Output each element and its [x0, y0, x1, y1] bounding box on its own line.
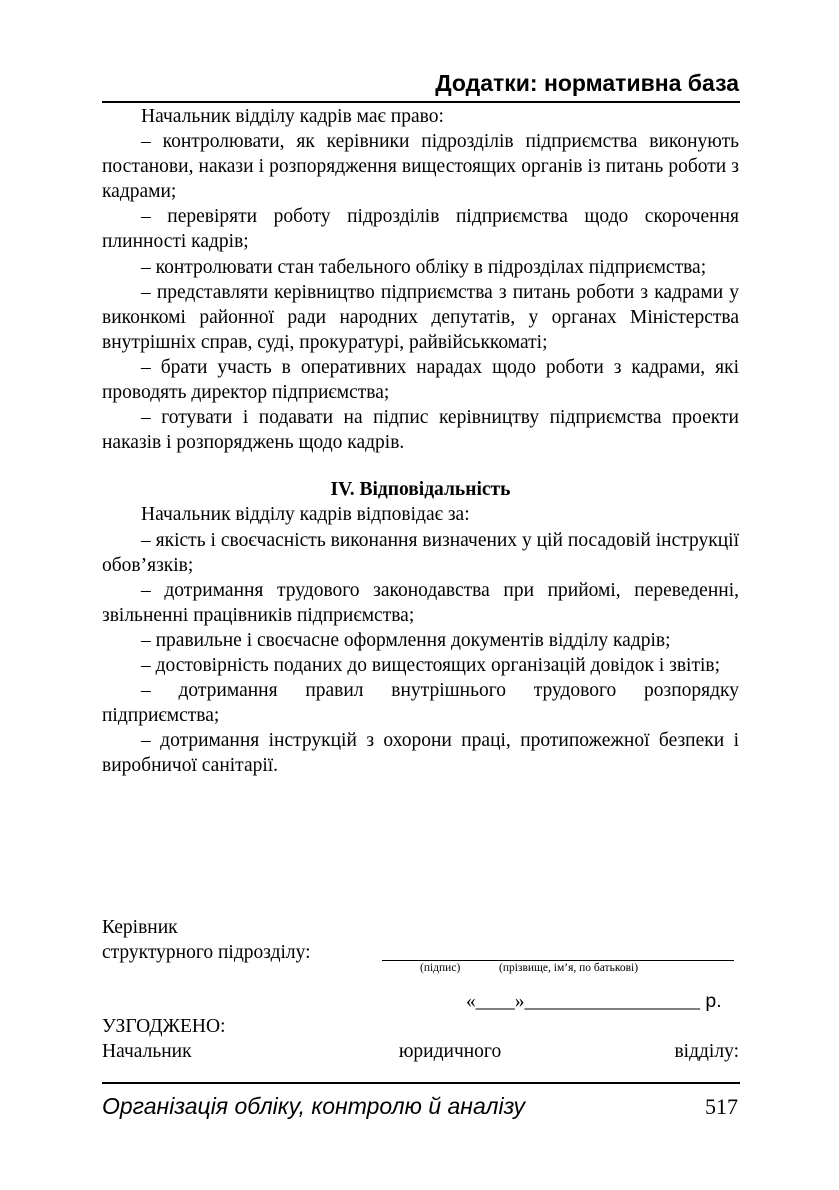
approval-word: Начальник: [102, 1041, 192, 1062]
body-text: [102, 104, 739, 778]
running-footer: Організація обліку, контролю й аналізу: [102, 1093, 526, 1119]
rights-item: – контролювати стан табельного обліку в підрозділах підприємства;: [141, 256, 707, 278]
responsibility-intro: Начальник відділу кадрів відповідає за:: [141, 504, 470, 526]
rights-item: – контролювати, як керівники підрозділів підприємства виконують постанови, накази і розпорядження вищестоящих органів із питань роботи з кадрами;: [102, 131, 739, 203]
responsibility-item: – достовірність поданих до вищестоящих організацій довідок і звітів;: [141, 654, 721, 676]
responsibility-item: – якість і своєчасність виконання визначених у цій посадовій інструкції обов’язків;: [102, 529, 739, 576]
approval-head-row: [102, 1041, 739, 1063]
responsibility-item: – дотримання правил внутрішнього трудового розпорядку підприємства;: [102, 680, 739, 727]
responsibility-item: – правильне і своєчасне оформлення документів відділу кадрів;: [141, 629, 671, 651]
date-day-blank: ____: [475, 991, 515, 1012]
signature-line: [382, 960, 734, 961]
rights-item: – готувати і подавати на підпис керівництву підприємства проекти наказів і розпоряджень щодо кадрів.: [102, 407, 739, 454]
date-month-blank: __________________: [524, 991, 700, 1012]
date-line: [466, 990, 722, 1013]
date-close-quote: »: [514, 991, 525, 1012]
header-rule: [102, 101, 740, 103]
footer-rule: [102, 1082, 740, 1084]
approval-word: відділу:: [674, 1041, 739, 1062]
rights-item: – брати участь в оперативних нарадах щодо роботи з кадрами, які проводять директор підприємства;: [102, 356, 739, 404]
section-heading: IV. Відповідальність: [330, 479, 511, 501]
rights-intro: Начальник відділу кадрів має право:: [141, 106, 444, 127]
signature-caption: (підпис): [420, 962, 461, 974]
signature-label-line1: Керівник: [102, 917, 178, 938]
signature-label-line2: структурного підрозділу:: [102, 942, 311, 963]
date-open-quote: «: [466, 991, 476, 1012]
date-year-suffix: р.: [700, 990, 722, 1012]
name-caption: (прізвище, ім’я, по батькові): [499, 962, 639, 974]
rights-item: – перевіряти роботу підрозділів підприємства щодо скорочення плинності кадрів;: [102, 206, 739, 253]
signature-block: [102, 915, 311, 965]
running-header: Додатки: нормативна база: [435, 70, 739, 96]
agreed-label: УЗГОДЖЕНО:: [102, 1016, 226, 1037]
page-number: 517: [705, 1094, 738, 1119]
responsibility-item: – дотримання трудового законодавства при прийомі, переведенні, звільненні працівників підприємства;: [102, 579, 739, 626]
rights-item: – представляти керівництво підприємства з питань роботи з кадрами у виконкомі районної ради народних депутатів, у органах Міністерства внутрішніх справ, суді, прокуратурі, райвійськкоматі;: [102, 281, 739, 353]
approval-word: юридичного: [398, 1041, 502, 1062]
responsibility-item: – дотримання інструкцій з охорони праці, протипожежної безпеки і виробничої санітарії.: [102, 730, 739, 777]
